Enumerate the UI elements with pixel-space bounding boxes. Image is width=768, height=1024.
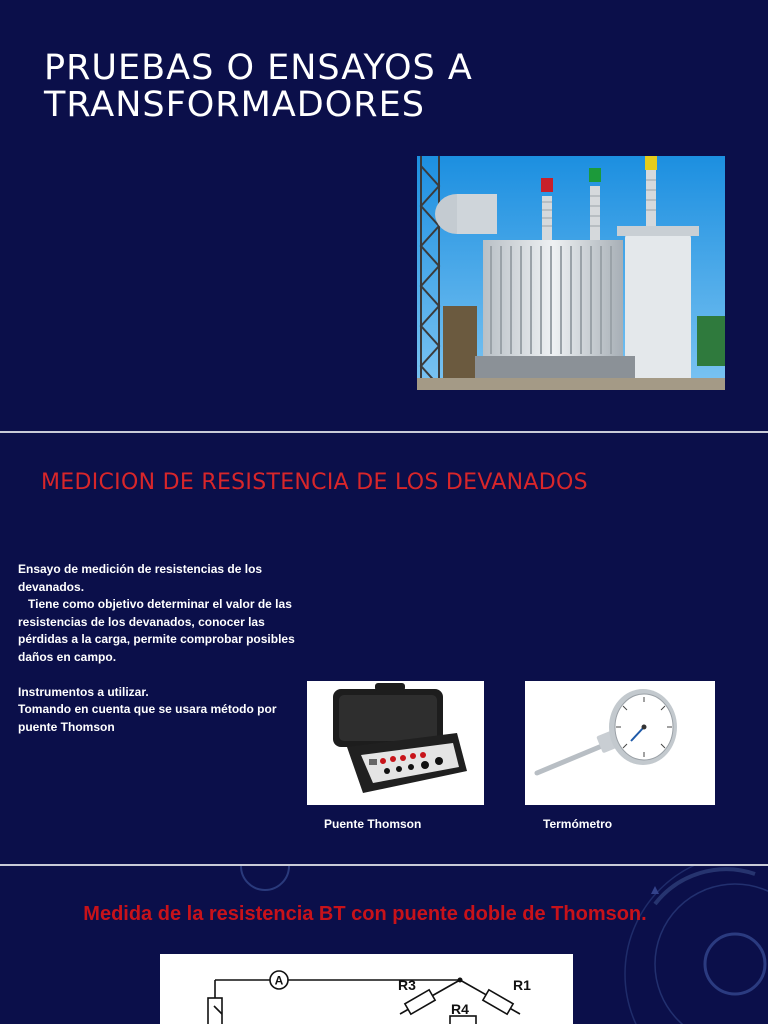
paragraph-method: Tomando en cuenta que se usara método por puente Thomson bbox=[18, 702, 277, 734]
paragraph-instruments: Instrumentos a utilizar. bbox=[18, 684, 149, 699]
slide-2-title: MEDICION DE RESISTENCIA DE LOS DEVANADOS bbox=[41, 470, 588, 495]
circuit-diagram bbox=[160, 954, 573, 1024]
decorative-tech-circle-icon bbox=[575, 866, 768, 1024]
slide-thomson-double-bridge bbox=[0, 866, 768, 1024]
thomson-bridge-diagram bbox=[160, 954, 573, 1024]
slide-1-title-line-2: TRANSFORMADORES bbox=[44, 85, 425, 125]
resistor-r1-icon bbox=[483, 990, 513, 1014]
label-r1: R1 bbox=[513, 977, 531, 993]
label-r4: R4 bbox=[451, 1001, 469, 1017]
thomson-bridge-image bbox=[307, 681, 484, 805]
power-transformer-photo bbox=[417, 156, 725, 390]
ammeter-label: A bbox=[274, 973, 284, 988]
caption-puente-thomson: Puente Thomson bbox=[324, 817, 422, 831]
slide-3-title: Medida de la resistencia BT con puente doble de Thomson. bbox=[83, 903, 647, 925]
decorative-ring-icon bbox=[230, 866, 300, 894]
thomson-bridge-case-icon bbox=[307, 681, 484, 805]
slide-2-description bbox=[18, 561, 298, 736]
label-r3: R3 bbox=[398, 977, 416, 993]
caption-termometro: Termómetro bbox=[543, 817, 613, 831]
slide-title bbox=[0, 0, 768, 431]
slide-1-title bbox=[44, 50, 473, 124]
paragraph-test-name: Ensayo de medición de resistencias de los devanados. bbox=[18, 562, 263, 594]
thermometer-image bbox=[525, 681, 715, 805]
paragraph-objective: Tiene como objetivo determinar el valor de las resistencias de los devanados, conocer las pérdidas a la carga, permite comprobar posibles daños en campo. bbox=[18, 597, 295, 664]
slide-winding-resistance bbox=[0, 433, 768, 864]
resistor-r3-icon bbox=[405, 990, 435, 1014]
resistor-r4-icon bbox=[450, 1016, 476, 1024]
bimetal-thermometer-icon bbox=[525, 681, 715, 805]
slide-1-title-line-1: PRUEBAS O ENSAYOS A bbox=[44, 48, 473, 88]
